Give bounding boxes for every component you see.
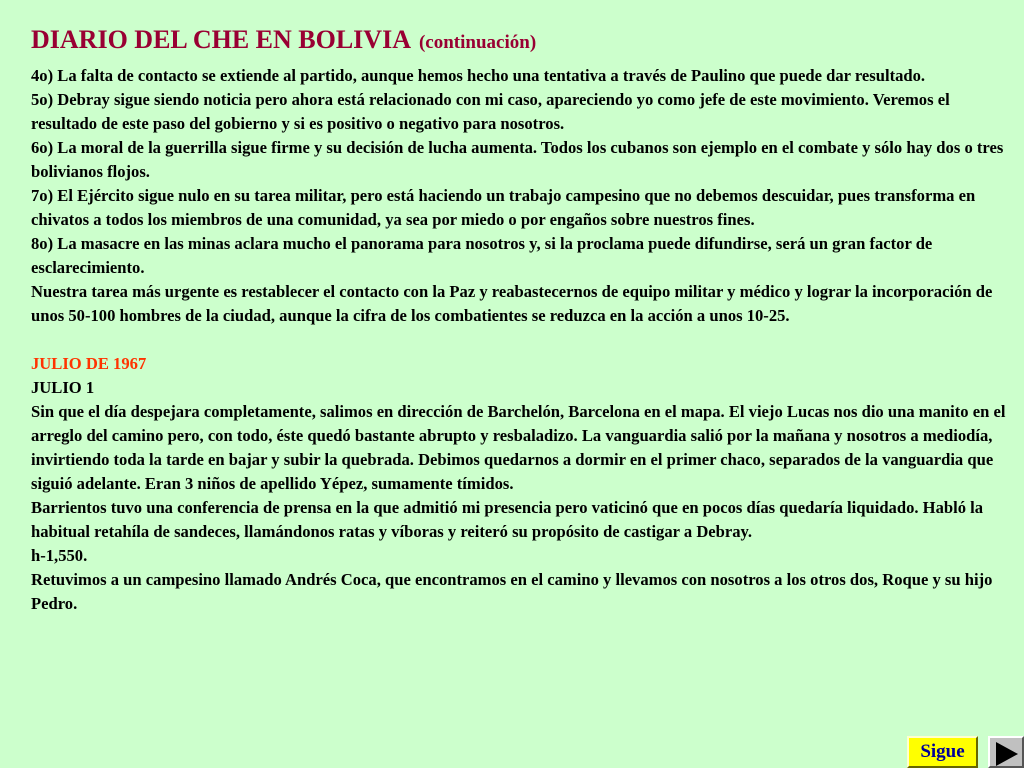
- paragraph-item: 7o) El Ejército sigue nulo en su tarea militar, pero está haciendo un trabajo campesino que no debemos descuidar, pues transforma en chivatos a todos los miembros de una comunidad, ya sea por miedo o por engaños sobre nuestros fines.: [31, 186, 976, 229]
- title-subtitle: (continuación): [418, 32, 537, 53]
- paragraph-item: 8o) La masacre en las minas aclara mucho el panorama para nosotros y, si la proclama puede difundirse, será un gran factor de esclarecimiento.: [31, 234, 933, 277]
- section-spacer: [31, 328, 1006, 352]
- paragraph-item: 6o) La moral de la guerrilla sigue firme y su decisión de lucha aumenta. Todos los cubanos son ejemplo en el combate y sólo hay dos o tres bolivianos flojos.: [31, 138, 1004, 181]
- month-heading: JULIO DE 1967: [31, 354, 147, 373]
- entry-paragraph: h-1,550.: [31, 546, 88, 565]
- diary-text: [31, 64, 1006, 616]
- entry-paragraph: Sin que el día despejara completamente, salimos en dirección de Barchelón, Barcelona en el mapa. El viejo Lucas nos dio una manito en el arreglo del camino pero, con todo, éste quedó bastante abrupto y resbaladizo. La vanguardia salió por la mañana y nosotros a mediodía, invirtiendo toda la tarde en bajar y subir la quebrada. Debimos quedarnos a dormir en el primer chaco, separados de la vanguardia que siguió adelante. Eran 3 niños de apellido Yépez, sumamente tímidos.: [31, 402, 1006, 493]
- next-arrow-button[interactable]: [988, 736, 1024, 768]
- entry-paragraph: Retuvimos a un campesino llamado Andrés Coca, que encontramos en el camino y llevamos con nosotros a los otros dos, Roque y su hijo Pedro.: [31, 570, 993, 613]
- paragraph-item: 4o) La falta de contacto se extiende al partido, aunque hemos hecho una tentativa a través de Paulino que puede dar resultado.: [31, 66, 926, 85]
- page-title: [31, 22, 1006, 58]
- next-arrow-icon: [996, 742, 1024, 766]
- day-heading: JULIO 1: [31, 378, 95, 397]
- document-page: [31, 22, 1006, 616]
- paragraph-item: Nuestra tarea más urgente es restablecer el contacto con la Paz y reabastecernos de equipo militar y médico y lograr la incorporación de unos 50-100 hombres de la ciudad, aunque la cifra de los combatientes se reduzca en la acción a unos 10-25.: [31, 282, 993, 325]
- title-main: DIARIO DEL CHE EN BOLIVIA: [31, 25, 411, 54]
- paragraph-item: 5o) Debray sigue siendo noticia pero ahora está relacionado con mi caso, apareciendo yo como jefe de este movimiento. Veremos el resultado de este paso del gobierno y si es positivo o negativo para nosotros.: [31, 90, 950, 133]
- entry-paragraph: Barrientos tuvo una conferencia de prensa en la que admitió mi presencia pero vaticinó que en pocos días quedaría liquidado. Habló la habitual retahíla de sandeces, llamándonos ratas y víboras y reiteró su propósito de castigar a Debray.: [31, 498, 984, 541]
- sigue-button[interactable]: Sigue: [907, 736, 978, 768]
